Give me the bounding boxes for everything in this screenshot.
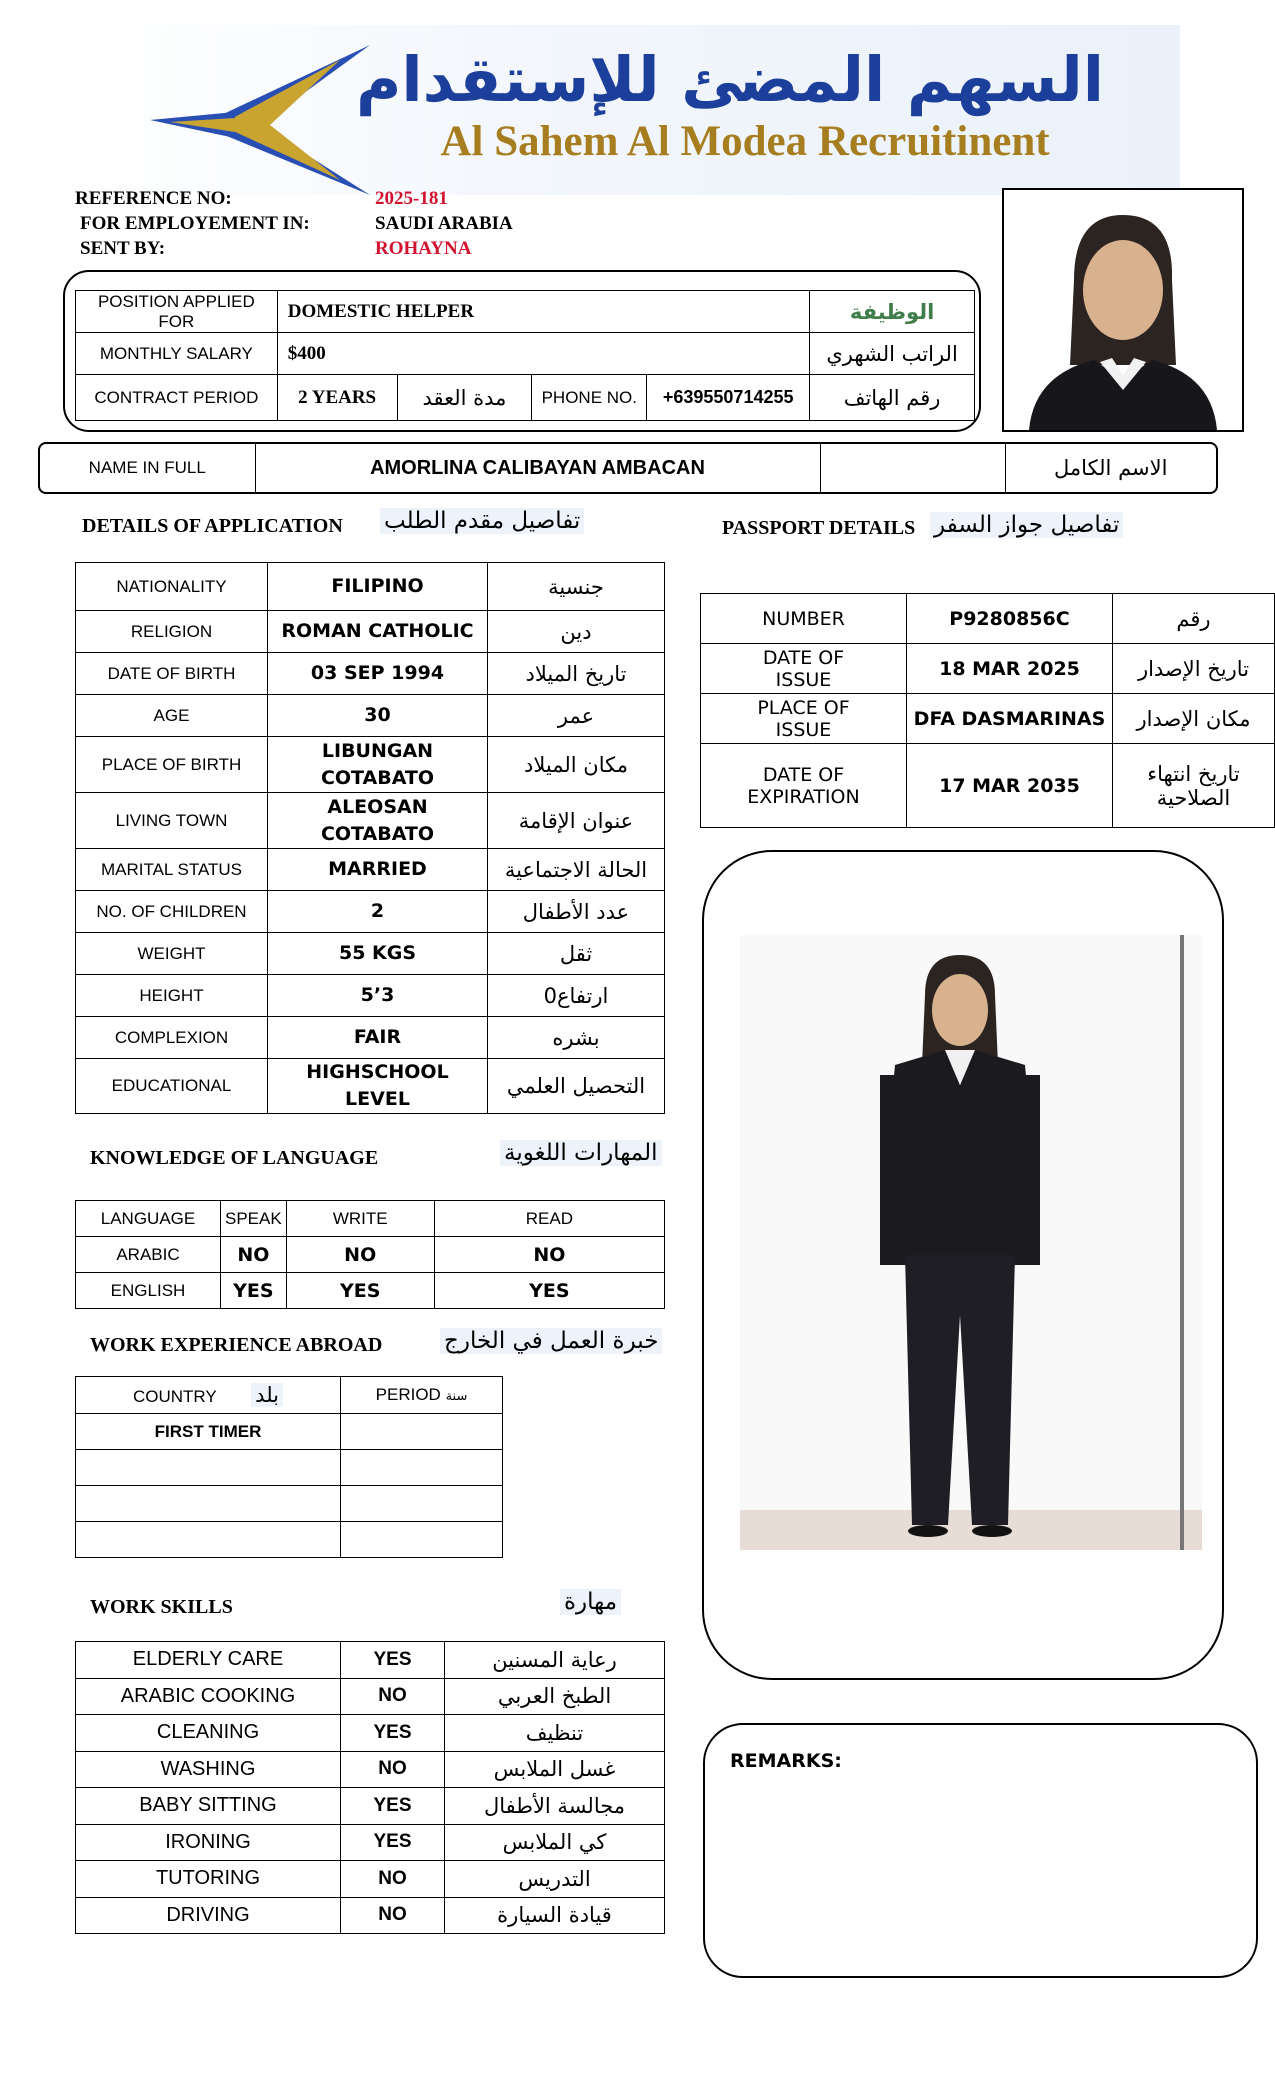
passport-row-label: DATE OF ISSUE xyxy=(701,644,907,694)
name-arabic: الاسم الكامل xyxy=(1054,456,1168,480)
application-row-arabic: عنوان الإقامة xyxy=(488,793,665,849)
language-header-cell: SPEAK xyxy=(221,1201,287,1237)
language-section-title-arabic: المهارات اللغوية xyxy=(500,1140,662,1166)
skill-arabic: كي الملابس xyxy=(445,1824,665,1861)
position-table xyxy=(75,290,975,421)
application-row-label: EDUCATIONAL xyxy=(76,1059,268,1114)
period-label: PERIOD xyxy=(375,1385,441,1404)
experience-row xyxy=(76,1414,503,1450)
application-row-label: PLACE OF BIRTH xyxy=(76,737,268,793)
skill-row xyxy=(76,1715,665,1752)
country-label: COUNTRY xyxy=(132,1387,217,1406)
sent-by-value: ROHAYNA xyxy=(375,238,472,259)
name-label: NAME IN FULL xyxy=(40,444,255,492)
salary-value: $400 xyxy=(277,333,809,375)
application-row-arabic: تاريخ الميلاد xyxy=(488,653,665,695)
passport-row xyxy=(701,644,1275,694)
skill-arabic: تنظيف xyxy=(445,1715,665,1752)
passport-section-title: PASSPORT DETAILS xyxy=(722,517,916,539)
passport-row-value: 17 MAR 2035 xyxy=(907,744,1113,828)
language-skill-value: YES xyxy=(286,1273,434,1309)
country-arabic: بلد xyxy=(251,1383,283,1407)
application-row-label: HEIGHT xyxy=(76,975,268,1017)
passport-row-arabic: مكان الإصدار xyxy=(1113,694,1275,744)
language-name: ARABIC xyxy=(76,1237,221,1273)
language-skill-value: NO xyxy=(434,1237,664,1273)
skill-arabic: الطبخ العربي xyxy=(445,1678,665,1715)
experience-country: FIRST TIMER xyxy=(76,1414,341,1450)
country-header xyxy=(76,1377,341,1414)
application-row-arabic: الحالة الاجتماعية xyxy=(488,849,665,891)
application-row-arabic: عدد الأطفال xyxy=(488,891,665,933)
skill-value: YES xyxy=(341,1824,445,1861)
application-row xyxy=(76,975,665,1017)
company-name-english: Al Sahem Al Modea Recruitinent xyxy=(440,118,1050,165)
application-row-label: MARITAL STATUS xyxy=(76,849,268,891)
skill-label: WASHING xyxy=(76,1751,341,1788)
passport-row-value: P9280856C xyxy=(907,594,1113,644)
passport-row-arabic: تاريخ انتهاء الصلاحية xyxy=(1113,744,1275,828)
salary-arabic: الراتب الشهري xyxy=(810,333,975,375)
passport-row-label: DATE OF EXPIRATION xyxy=(701,744,907,828)
application-row-label: COMPLEXION xyxy=(76,1017,268,1059)
application-row-label: WEIGHT xyxy=(76,933,268,975)
skills-section-title-arabic: مهارة xyxy=(560,1589,621,1615)
experience-table xyxy=(75,1376,503,1558)
language-header-cell: LANGUAGE xyxy=(76,1201,221,1237)
application-row-value: FAIR xyxy=(268,1017,488,1059)
passport-row-label: PLACE OF ISSUE xyxy=(701,694,907,744)
experience-section-title: WORK EXPERIENCE ABROAD xyxy=(90,1334,383,1356)
language-skill-value: NO xyxy=(286,1237,434,1273)
application-row xyxy=(76,1017,665,1059)
application-details-table xyxy=(75,562,665,1114)
application-row xyxy=(76,653,665,695)
application-row-arabic: عمر xyxy=(488,695,665,737)
skill-arabic: غسل الملابس xyxy=(445,1751,665,1788)
experience-row xyxy=(76,1522,503,1558)
phone-label: PHONE NO. xyxy=(532,375,647,421)
experience-period xyxy=(341,1450,503,1486)
skill-row xyxy=(76,1897,665,1934)
application-row-value: 55 KGS xyxy=(268,933,488,975)
skill-row xyxy=(76,1751,665,1788)
skill-label: ELDERLY CARE xyxy=(76,1642,341,1679)
application-row xyxy=(76,849,665,891)
application-row-value: 03 SEP 1994 xyxy=(268,653,488,695)
language-skill-value: YES xyxy=(434,1273,664,1309)
reference-value: 2025-181 xyxy=(375,188,448,209)
application-row-value: ROMAN CATHOLIC xyxy=(268,611,488,653)
language-skill-value: YES xyxy=(221,1273,287,1309)
application-row-value: 5’3 xyxy=(268,975,488,1017)
skill-arabic: قيادة السيارة xyxy=(445,1897,665,1934)
company-logo-icon xyxy=(140,40,380,200)
experience-country xyxy=(76,1522,341,1558)
language-header-row xyxy=(76,1201,665,1237)
application-row xyxy=(76,891,665,933)
skill-arabic: مجالسة الأطفال xyxy=(445,1788,665,1825)
applicant-portrait-photo xyxy=(1002,188,1244,432)
application-section-title: DETAILS OF APPLICATION xyxy=(82,515,343,537)
skill-label: ARABIC COOKING xyxy=(76,1678,341,1715)
application-row-label: AGE xyxy=(76,695,268,737)
application-row-arabic: ارتفاع0 xyxy=(488,975,665,1017)
application-row xyxy=(76,737,665,793)
experience-row xyxy=(76,1450,503,1486)
language-row xyxy=(76,1237,665,1273)
phone-value: +639550714255 xyxy=(647,375,810,421)
application-row-arabic: مكان الميلاد xyxy=(488,737,665,793)
application-row-value: 30 xyxy=(268,695,488,737)
passport-section-title-arabic: تفاصيل جواز السفر xyxy=(930,512,1123,538)
employment-label: FOR EMPLOYEMENT IN: xyxy=(80,213,310,234)
experience-period xyxy=(341,1522,503,1558)
skill-row xyxy=(76,1642,665,1679)
language-table xyxy=(75,1200,665,1309)
full-body-photo xyxy=(740,935,1202,1550)
name-table xyxy=(40,444,1216,492)
application-row-arabic: بشره xyxy=(488,1017,665,1059)
salary-label: MONTHLY SALARY xyxy=(76,333,278,375)
skill-value: YES xyxy=(341,1715,445,1752)
application-row xyxy=(76,611,665,653)
application-row-arabic: ثقل xyxy=(488,933,665,975)
position-arabic: الوظيفة xyxy=(810,291,975,333)
passport-row-arabic: تاريخ الإصدار xyxy=(1113,644,1275,694)
application-row-value: HIGHSCHOOL LEVEL xyxy=(268,1059,488,1114)
application-row-label: NATIONALITY xyxy=(76,563,268,611)
full-name-value: AMORLINA CALIBAYAN AMBACAN xyxy=(255,444,820,492)
application-section-title-arabic: تفاصيل مقدم الطلب xyxy=(380,508,584,534)
skill-value: NO xyxy=(341,1861,445,1898)
name-blank-cell xyxy=(820,444,1005,492)
application-row xyxy=(76,1059,665,1114)
experience-section-title-arabic: خبرة العمل في الخارج xyxy=(440,1328,662,1354)
language-header-cell: WRITE xyxy=(286,1201,434,1237)
period-arabic: سنة xyxy=(445,1389,468,1404)
passport-row xyxy=(701,744,1275,828)
application-row xyxy=(76,563,665,611)
application-row-value: FILIPINO xyxy=(268,563,488,611)
skill-value: NO xyxy=(341,1897,445,1934)
phone-arabic: رقم الهاتف xyxy=(810,375,975,421)
skill-label: IRONING xyxy=(76,1824,341,1861)
skill-label: TUTORING xyxy=(76,1861,341,1898)
skill-row xyxy=(76,1824,665,1861)
passport-row-label: NUMBER xyxy=(701,594,907,644)
passport-details-table xyxy=(700,593,1275,828)
period-header xyxy=(341,1377,503,1414)
skill-arabic: التدريس xyxy=(445,1861,665,1898)
passport-row-arabic: رقم xyxy=(1113,594,1275,644)
remarks-label: REMARKS: xyxy=(730,1750,842,1772)
experience-period xyxy=(341,1414,503,1450)
application-row-arabic: جنسية xyxy=(488,563,665,611)
experience-country xyxy=(76,1486,341,1522)
language-skill-value: NO xyxy=(221,1237,287,1273)
application-row-label: DATE OF BIRTH xyxy=(76,653,268,695)
skill-label: CLEANING xyxy=(76,1715,341,1752)
passport-row-value: 18 MAR 2025 xyxy=(907,644,1113,694)
application-row-label: NO. OF CHILDREN xyxy=(76,891,268,933)
skill-row xyxy=(76,1861,665,1898)
language-header-cell: READ xyxy=(434,1201,664,1237)
application-row-label: RELIGION xyxy=(76,611,268,653)
skills-section-title: WORK SKILLS xyxy=(90,1596,233,1618)
passport-row xyxy=(701,694,1275,744)
application-row-value: MARRIED xyxy=(268,849,488,891)
skill-arabic: رعاية المسنين xyxy=(445,1642,665,1679)
application-row-value: LIBUNGAN COTABATO xyxy=(268,737,488,793)
experience-row xyxy=(76,1486,503,1522)
application-row-value: 2 xyxy=(268,891,488,933)
skill-value: YES xyxy=(341,1788,445,1825)
application-row xyxy=(76,695,665,737)
contract-arabic: مدة العقد xyxy=(397,375,532,421)
sent-by-label: SENT BY: xyxy=(80,238,166,259)
application-row-value: ALEOSAN COTABATO xyxy=(268,793,488,849)
application-row-label: LIVING TOWN xyxy=(76,793,268,849)
position-value: DOMESTIC HELPER xyxy=(277,291,809,333)
application-row-arabic: دين xyxy=(488,611,665,653)
contract-label: CONTRACT PERIOD xyxy=(76,375,278,421)
skill-value: NO xyxy=(341,1751,445,1788)
passport-row-value: DFA DASMARINAS xyxy=(907,694,1113,744)
passport-row xyxy=(701,594,1275,644)
skill-label: DRIVING xyxy=(76,1897,341,1934)
language-row xyxy=(76,1273,665,1309)
skill-value: YES xyxy=(341,1642,445,1679)
skill-label: BABY SITTING xyxy=(76,1788,341,1825)
application-row-arabic: التحصيل العلمي xyxy=(488,1059,665,1114)
experience-period xyxy=(341,1486,503,1522)
employment-value: SAUDI ARABIA xyxy=(375,213,513,234)
language-section-title: KNOWLEDGE OF LANGUAGE xyxy=(90,1147,379,1169)
position-label: POSITION APPLIED FOR xyxy=(76,291,278,333)
application-row xyxy=(76,933,665,975)
application-row xyxy=(76,793,665,849)
experience-country xyxy=(76,1450,341,1486)
reference-label: REFERENCE NO: xyxy=(75,188,232,209)
contract-value: 2 YEARS xyxy=(277,375,397,421)
company-name-arabic: السهم المضئ للإستقدام xyxy=(355,43,1105,116)
skill-row xyxy=(76,1788,665,1825)
language-name: ENGLISH xyxy=(76,1273,221,1309)
skill-value: NO xyxy=(341,1678,445,1715)
skill-row xyxy=(76,1678,665,1715)
skills-table xyxy=(75,1641,665,1934)
